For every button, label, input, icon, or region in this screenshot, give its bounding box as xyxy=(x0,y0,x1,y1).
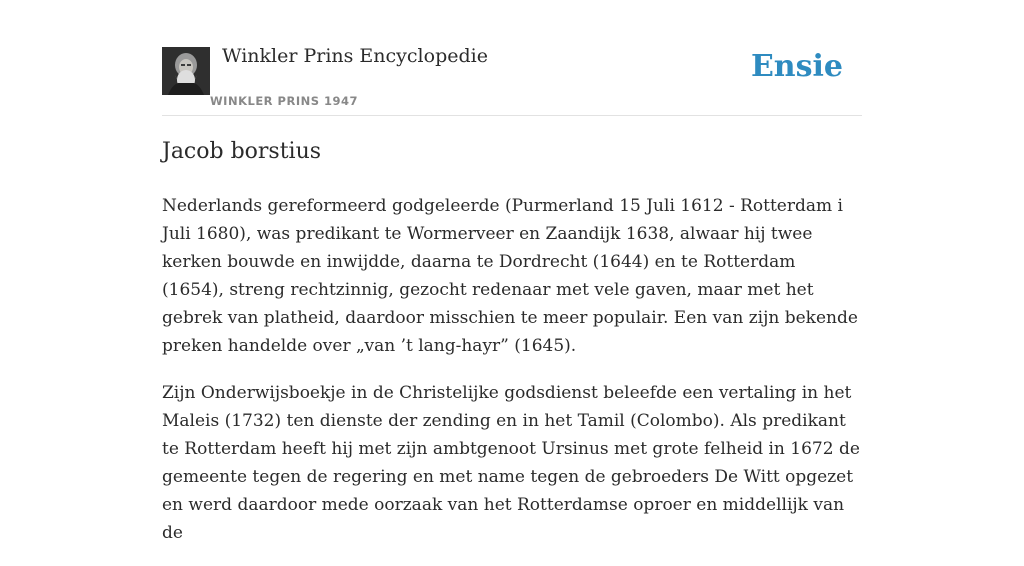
header-divider xyxy=(162,115,862,116)
article-body xyxy=(162,192,862,566)
article-paragraph: Nederlands gereformeerd godgeleerde (Purmerland 15 Juli 1612 - Rotterdam i Juli 1680), was predikant te Wormerveer en Zaandijk 1638, alwaar hij twee kerken bouwde en inwijdde, daarna te Dordrecht (1644) en te Rotterdam (1654), streng rechtzinnig, gezocht redenaar met vele gaven, maar met het gebrek van platheid, daardoor misschien te meer populair. Een van zijn bekende preken handelde over „van ’t lang-hayr” (1645). xyxy=(162,196,858,356)
article-title: Jacob borstius xyxy=(162,139,322,164)
portrait-avatar-icon[interactable] xyxy=(162,47,210,95)
article-paragraph: Zijn Onderwijsboekje in de Christelijke godsdienst beleefde een vertaling in het Maleis (1732) ten dienste der zending en in het Tamil (Colombo). Als predikant te Rotterdam heeft hij met zijn ambtgenoot Ursinus met grote felheid in 1672 de gemeente tegen de regering en met name tegen de gebroeders De Witt opgezet en werd daardoor mede oorzaak van het Rotterdamse oproer en middellijk van de xyxy=(162,383,860,543)
edition-label[interactable]: WINKLER PRINS 1947 xyxy=(210,94,359,108)
brand-logo[interactable]: Ensie xyxy=(750,49,843,84)
site-title[interactable]: Winkler Prins Encyclopedie xyxy=(222,45,488,67)
